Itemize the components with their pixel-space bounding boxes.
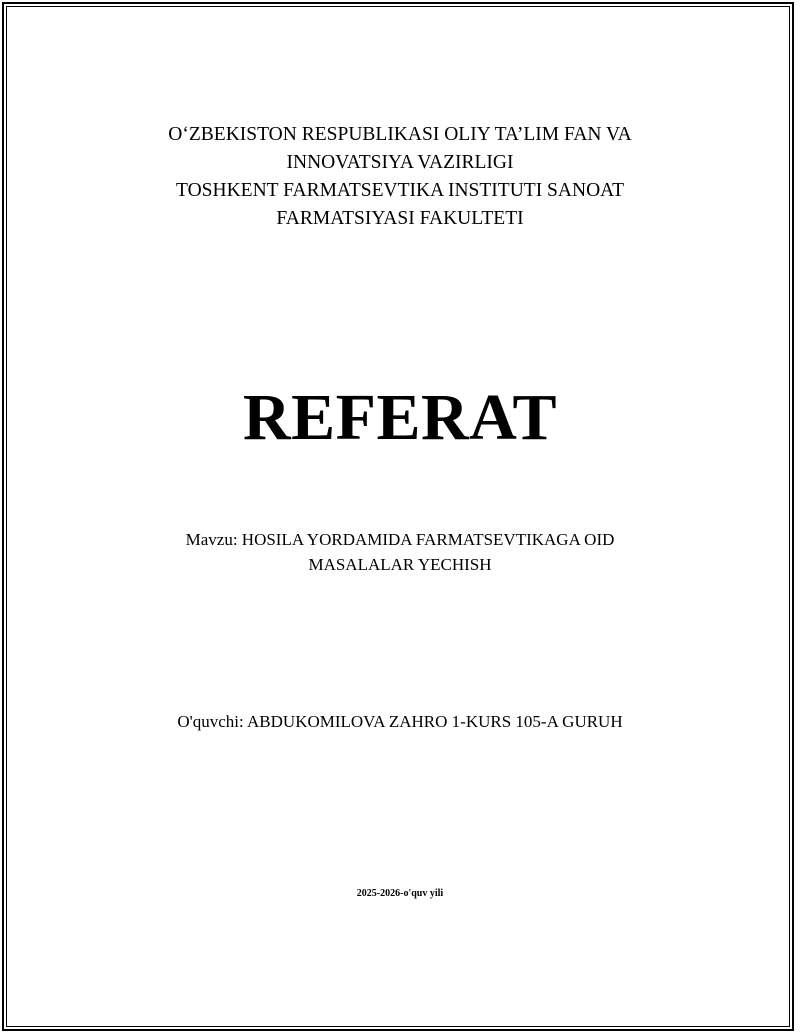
header-line: FARMATSIYASI FAKULTETI	[276, 208, 524, 229]
header-line: INNOVATSIYA VAZIRLIGI	[286, 152, 514, 173]
academic-year: 2025-2026-o'quv yili	[356, 888, 444, 899]
student-info: O'quvchi: ABDUKOMILOVA ZAHRO 1-KURS 105-A GURUH	[177, 712, 623, 731]
ministry-header	[100, 121, 700, 233]
header-line: O‘ZBEKISTON RESPUBLIKASI OLIY TA’LIM FAN VA	[168, 124, 632, 145]
document-title: REFERAT	[243, 381, 557, 454]
header-line: TOSHKENT FARMATSEVTIKA INSTITUTI SANOAT	[176, 180, 624, 201]
topic-line: MASALALAR YECHISH	[308, 555, 492, 574]
topic-block	[100, 527, 700, 577]
topic-line: Mavzu: HOSILA YORDAMIDA FARMATSEVTIKAGA OID	[185, 530, 615, 549]
